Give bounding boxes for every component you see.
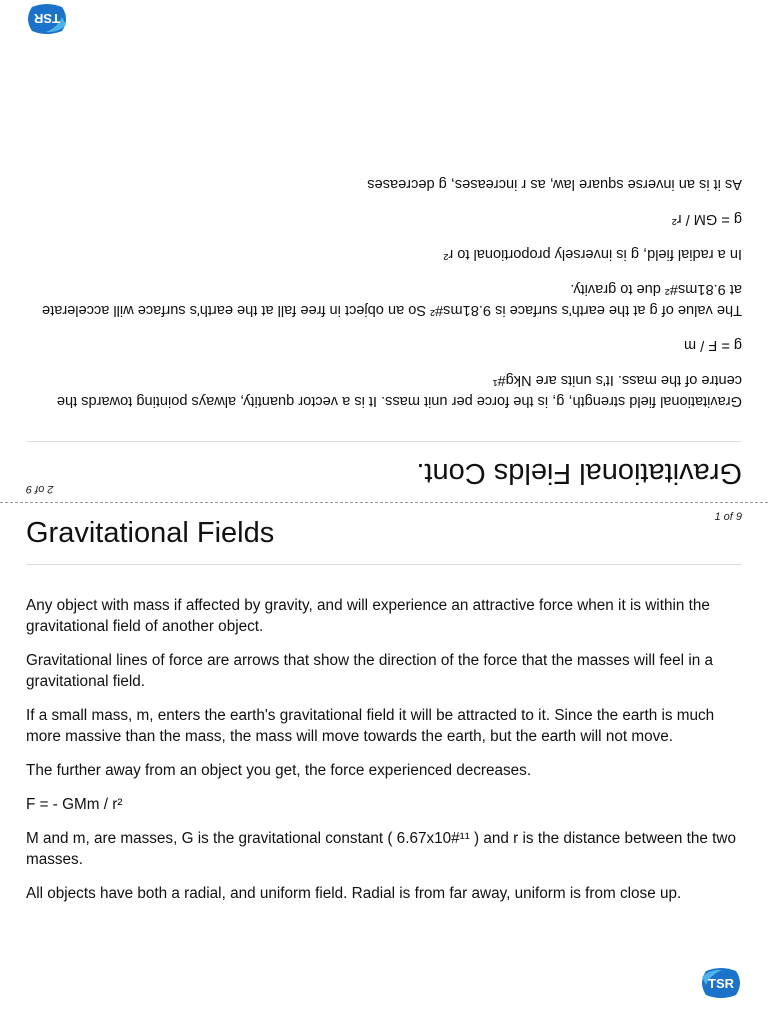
tsr-logo-icon bbox=[700, 967, 742, 999]
logo-text: TSR bbox=[708, 976, 734, 991]
title-divider bbox=[26, 564, 742, 565]
formula: g = F / m bbox=[684, 337, 742, 353]
paragraph: Gravitational field strength, g, is the force per unit mass. It is a vector quantity, always pointing towards the centre of the mass. It's units are Nkg#¹ bbox=[56, 372, 742, 409]
paragraph: Gravitational lines of force are arrows that show the direction of the force that the masses will feel in a gravitational field. bbox=[26, 652, 713, 690]
paragraph: All objects have both a radial, and uniform field. Radial is from far away, uniform is from close up. bbox=[26, 885, 682, 902]
page-body bbox=[26, 595, 742, 917]
paragraph: If a small mass, m, enters the earth's gravitational field it will be attracted to it. Since the earth is much more massive than the mass, the mass will move towards the earth, but the earth will not move. bbox=[26, 707, 715, 745]
paragraph: The value of g at the earth's surface is 9.81ms#² So an object in free fall at the earth's surface will accelerate at 9.81ms#² due to gravity. bbox=[42, 281, 742, 318]
page-card-2 bbox=[0, 0, 768, 503]
page-title: Gravitational Fields bbox=[26, 517, 275, 549]
title-divider bbox=[26, 441, 742, 442]
page-card-1 bbox=[0, 503, 768, 1024]
formula: F = - GMm / r² bbox=[26, 796, 123, 813]
page-title: Gravitational Fields Cont. bbox=[416, 457, 742, 489]
paragraph: As it is an inverse square law, as r increases, g decreases bbox=[367, 176, 742, 192]
page-number: 1 of 9 bbox=[714, 511, 742, 523]
paragraph: M and m, are masses, G is the gravitational constant ( 6.67x10#¹¹ ) and r is the distance between the two masses. bbox=[26, 830, 736, 868]
paragraph: Any object with mass if affected by gravity, and will experience an attractive force when it is within the gravitational field of another object. bbox=[26, 597, 710, 635]
paragraph: The further away from an object you get, the force experienced decreases. bbox=[26, 762, 532, 779]
logo-text: TSR bbox=[34, 11, 60, 26]
paragraph: In a radial field, g is inversely proportional to r² bbox=[443, 246, 742, 262]
page-body bbox=[26, 159, 742, 411]
tsr-logo-icon bbox=[26, 3, 68, 35]
formula: g = GM / r² bbox=[671, 211, 742, 227]
page-number: 2 of 9 bbox=[26, 483, 54, 495]
